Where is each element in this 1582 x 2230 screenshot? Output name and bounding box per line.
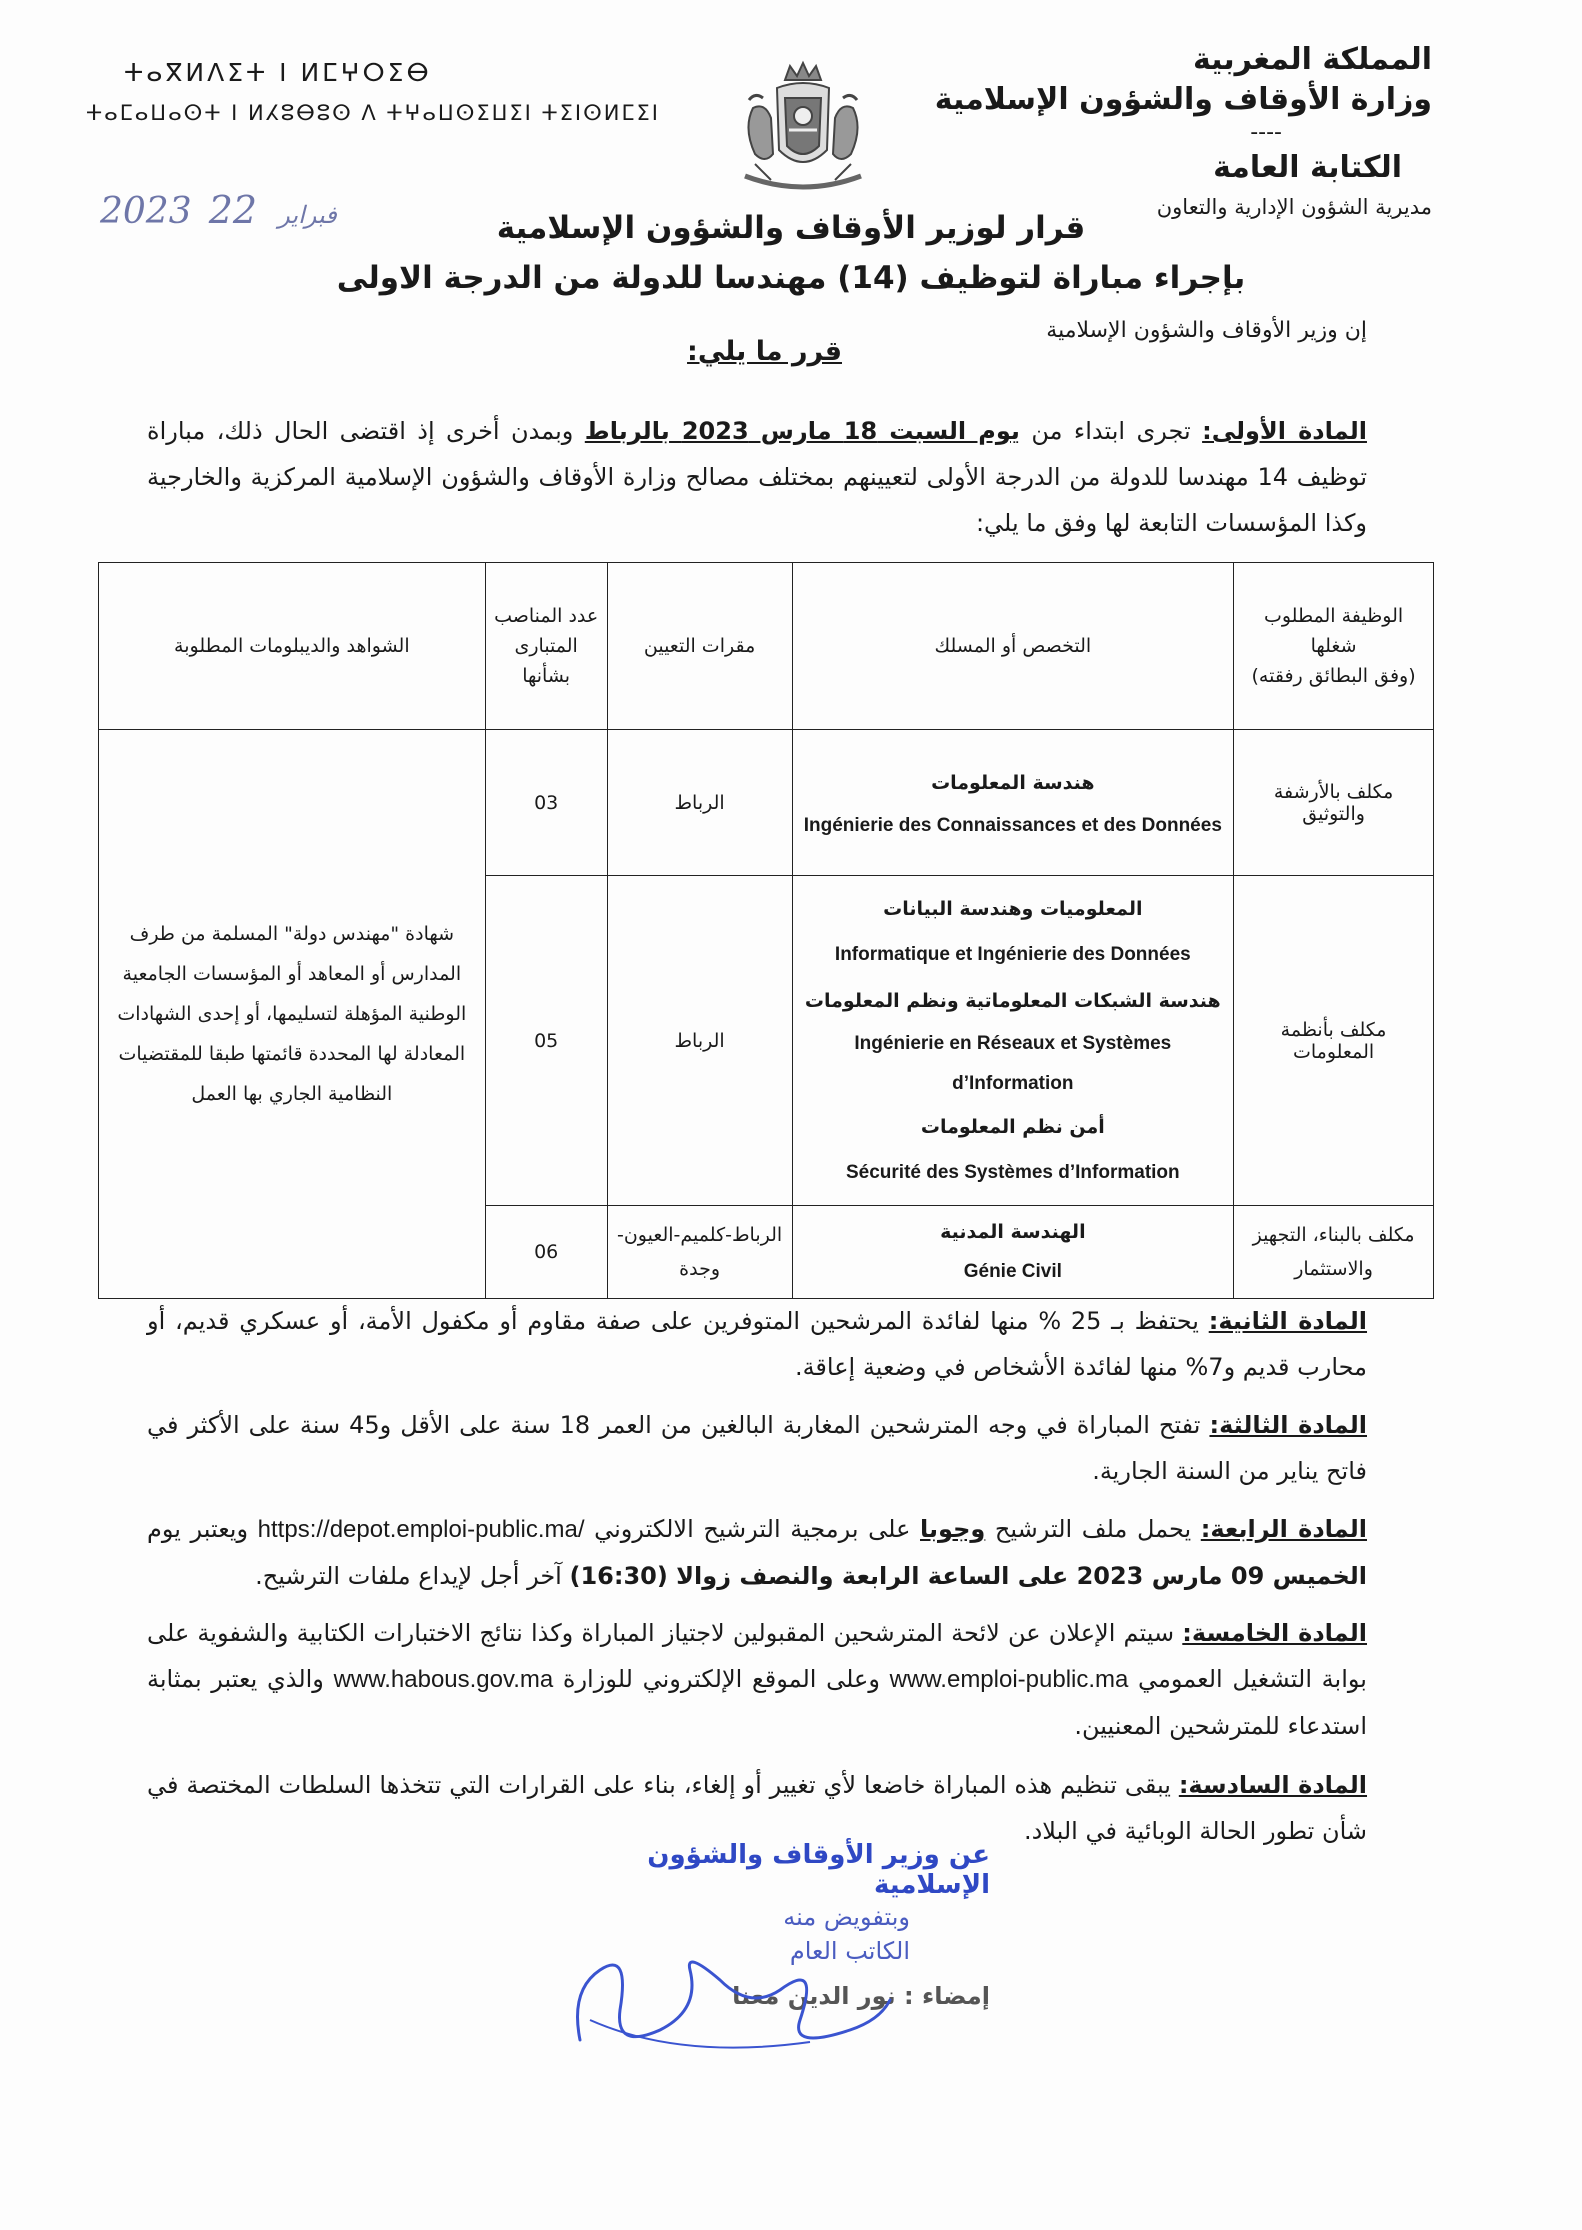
header-specialty: التخصص أو المسلك [792, 563, 1234, 730]
header-location: مقرات التعيين [607, 563, 792, 730]
article-1-date: يوم السبت 18 مارس 2023 بالرباط [584, 417, 1020, 445]
article-2-text: يحتفظ بـ 25 % منها لفائدة المرشحين المتوفرين على صفة مقاوم أو مكفول الأمة، أو عسكري قديم، أو محارب قديم و7% منها لفائدة الأشخاص في وضعية إعاقة. [147, 1307, 1367, 1381]
article-4-text-d: آخر أجل لإيداع ملفات الترشيح. [255, 1562, 562, 1590]
coat-of-arms-icon [715, 58, 890, 208]
ministry-name-tifinagh: ⵜⴰⵎⴰⵡⴰⵙⵜ ⵏ ⵍⵃⵓⴱⵓⵙ ⴷ ⵜⵖⴰⵡⵙⵉⵡⵉⵏ ⵜⵉⵏⵙⵍⵎⵉⵏ [86, 101, 660, 125]
signature-role: الكاتب العام [789, 1937, 910, 1965]
specialty-fr: Génie Civil [963, 1261, 1062, 1282]
cell-location: الرباط [607, 876, 792, 1206]
cell-specialty [792, 1206, 1234, 1299]
cell-function: مكلف بالبناء، التجهيز والاستثمار [1234, 1206, 1434, 1299]
article-6-label: المادة السادسة: [1178, 1771, 1368, 1799]
signature-delegation: وبتفويض منه [783, 1903, 910, 1931]
article-2 [147, 1298, 1367, 1390]
cell-specialty [792, 730, 1234, 876]
article-4-deadline: الخميس 09 مارس 2023 على الساعة الرابعة والنصف زوالا (16:30) [569, 1562, 1367, 1590]
header-function [1234, 563, 1434, 730]
date-day: 22 [208, 188, 258, 232]
table-row [99, 730, 1434, 876]
specialty-ar: أمن نظم المعلومات [920, 1115, 1105, 1138]
header-function-label: الوظيفة المطلوب شغلها [1263, 605, 1404, 657]
signature-on-behalf: عن وزير الأوقاف والشؤون الإسلامية [647, 1840, 990, 1900]
date-month: فبراير [278, 201, 337, 229]
cell-location: الرباط [607, 730, 792, 876]
article-3-label: المادة الثالثة: [1209, 1411, 1367, 1439]
cell-specialty [792, 876, 1234, 1206]
secretariat-name: الكتابة العامة [1213, 150, 1402, 185]
specialty-fr: Ingénierie des Connaissances et des Données [803, 814, 1222, 836]
article-5-label: المادة الخامسة: [1182, 1619, 1367, 1647]
article-4-must: وجوبا [920, 1515, 986, 1543]
handwritten-signature-icon [560, 1930, 900, 2070]
header-diplomas: الشواهد والديبلومات المطلوبة [99, 563, 486, 730]
decision-title: قرار لوزير الأوقاف والشؤون الإسلامية [496, 210, 1086, 246]
article-5-text-c: والذي يعتبر بمثابة استدعاء للمترشحين المعنيين. [147, 1665, 1367, 1740]
application-portal-link[interactable]: https://depot.emploi-public.ma/ [257, 1516, 585, 1543]
article-1-text-a: تجرى ابتداء من [1031, 417, 1191, 445]
article-1-text-b: وبمدن أخرى إذ اقتضى الحال ذلك، مباراة توظيف 14 مهندسا للدولة من الدرجة الأولى لتعيينهم بمختلف مصالح وزارة الأوقاف والشؤون الإسلامية المركزية والخارجية وكذا المؤسسات التابعة لها وفق ما يلي: [147, 417, 1367, 537]
specialty-ar: المعلوميات وهندسة البيانات [883, 897, 1143, 920]
article-4-text-b: على برمجية الترشيح الالكتروني [594, 1515, 911, 1543]
article-5-text-a: سيتم الإعلان عن لائحة المترشحين المقبولين لاجتياز المباراة وكذا نتائج الاختبارات الكتابية والشفوية على بوابة التشغيل العمومي [147, 1619, 1367, 1693]
employment-portal-link[interactable]: www.emploi-public.ma [889, 1666, 1129, 1693]
header-tifinagh [86, 50, 706, 130]
article-4-text-c: ويعتبر يوم [147, 1515, 249, 1543]
kingdom-name-tifinagh: ⵜⴰⴳⵍⴷⵉⵜ ⵏ ⵍⵎⵖⵔⵉⴱ [124, 58, 432, 87]
article-4-text-a: يحمل ملف الترشيح [994, 1515, 1192, 1543]
specialty-ar: هندسة المعلومات [931, 771, 1095, 794]
article-4-label: المادة الرابعة: [1200, 1515, 1367, 1543]
kingdom-name: المملكة المغربية [1192, 42, 1432, 77]
header-separator: ---- [1250, 120, 1282, 145]
minister-line: إن وزير الأوقاف والشؤون الإسلامية [1046, 318, 1367, 343]
cell-function: مكلف بأنظمة المعلومات [1234, 876, 1434, 1206]
ministry-website-link[interactable]: www.habous.gov.ma [333, 1666, 554, 1693]
cell-count: 06 [485, 1206, 607, 1299]
header-arabic [912, 40, 1432, 224]
article-6-text: يبقى تنظيم هذه المباراة خاضعا لأي تغيير أو إلغاء، بناء على القرارات التي تتخذها السلطات المختصة في شأن تطور الحالة الوبائية في البلاد. [147, 1771, 1367, 1845]
cell-function: مكلف بالأرشفة والتوثيق [1234, 730, 1434, 876]
article-3 [147, 1402, 1367, 1494]
positions-table [98, 562, 1434, 1299]
cell-count: 03 [485, 730, 607, 876]
ministry-name: وزارة الأوقاف والشؤون الإسلامية [934, 82, 1432, 117]
decided-heading: قرر ما يلي: [687, 336, 842, 367]
directorate-name: مديرية الشؤون الإدارية والتعاون [1156, 195, 1432, 219]
article-2-label: المادة الثانية: [1208, 1307, 1368, 1335]
article-3-text: تفتح المباراة في وجه المترشحين المغاربة البالغين من العمر 18 سنة على الأقل و45 سنة على الأكثر في فاتح يناير من السنة الجارية. [147, 1411, 1367, 1485]
cell-location: الرباط-كلميم-العيون-وجدة [607, 1206, 792, 1299]
specialty-fr: Ingénierie en Réseaux et Systèmes d’Information [854, 1032, 1172, 1094]
date-year: 2023 [100, 191, 192, 232]
specialty-ar: هندسة الشبكات المعلوماتية ونظم المعلومات [804, 989, 1221, 1012]
cell-diplomas: شهادة "مهندس دولة" المسلمة من طرف المدارس أو المعاهد أو المؤسسات الجامعية الوطنية المؤهلة لتسليمها، أو إحدى الشهادات المعادلة لها المحددة قائمتها طبقا للمقتضيات النظامية الجاري بها العمل [99, 730, 486, 1299]
specialty-ar: الهندسة المدنية [940, 1221, 1086, 1243]
decision-subject: بإجراء مباراة لتوظيف (14) مهندسا للدولة من الدرجة الاولى [336, 260, 1246, 296]
header-count: عدد المناصب المتبارى بشأنها [485, 563, 607, 730]
table-header-row [99, 563, 1434, 730]
article-5-text-b: وعلى الموقع الإلكتروني للوزارة [562, 1665, 880, 1693]
article-1 [147, 408, 1367, 546]
article-4 [147, 1506, 1367, 1599]
header-function-sub: (وفق البطائق رفقته) [1251, 665, 1416, 687]
article-5 [147, 1610, 1367, 1749]
cell-count: 05 [485, 876, 607, 1206]
article-1-label: المادة الأولى: [1202, 417, 1367, 445]
signature-name: إمضاء : نور الدين معنا [732, 1982, 990, 2010]
specialty-fr: Sécurité des Systèmes d’Information [845, 1161, 1180, 1183]
specialty-fr: Informatique et Ingénierie des Données [834, 943, 1191, 965]
